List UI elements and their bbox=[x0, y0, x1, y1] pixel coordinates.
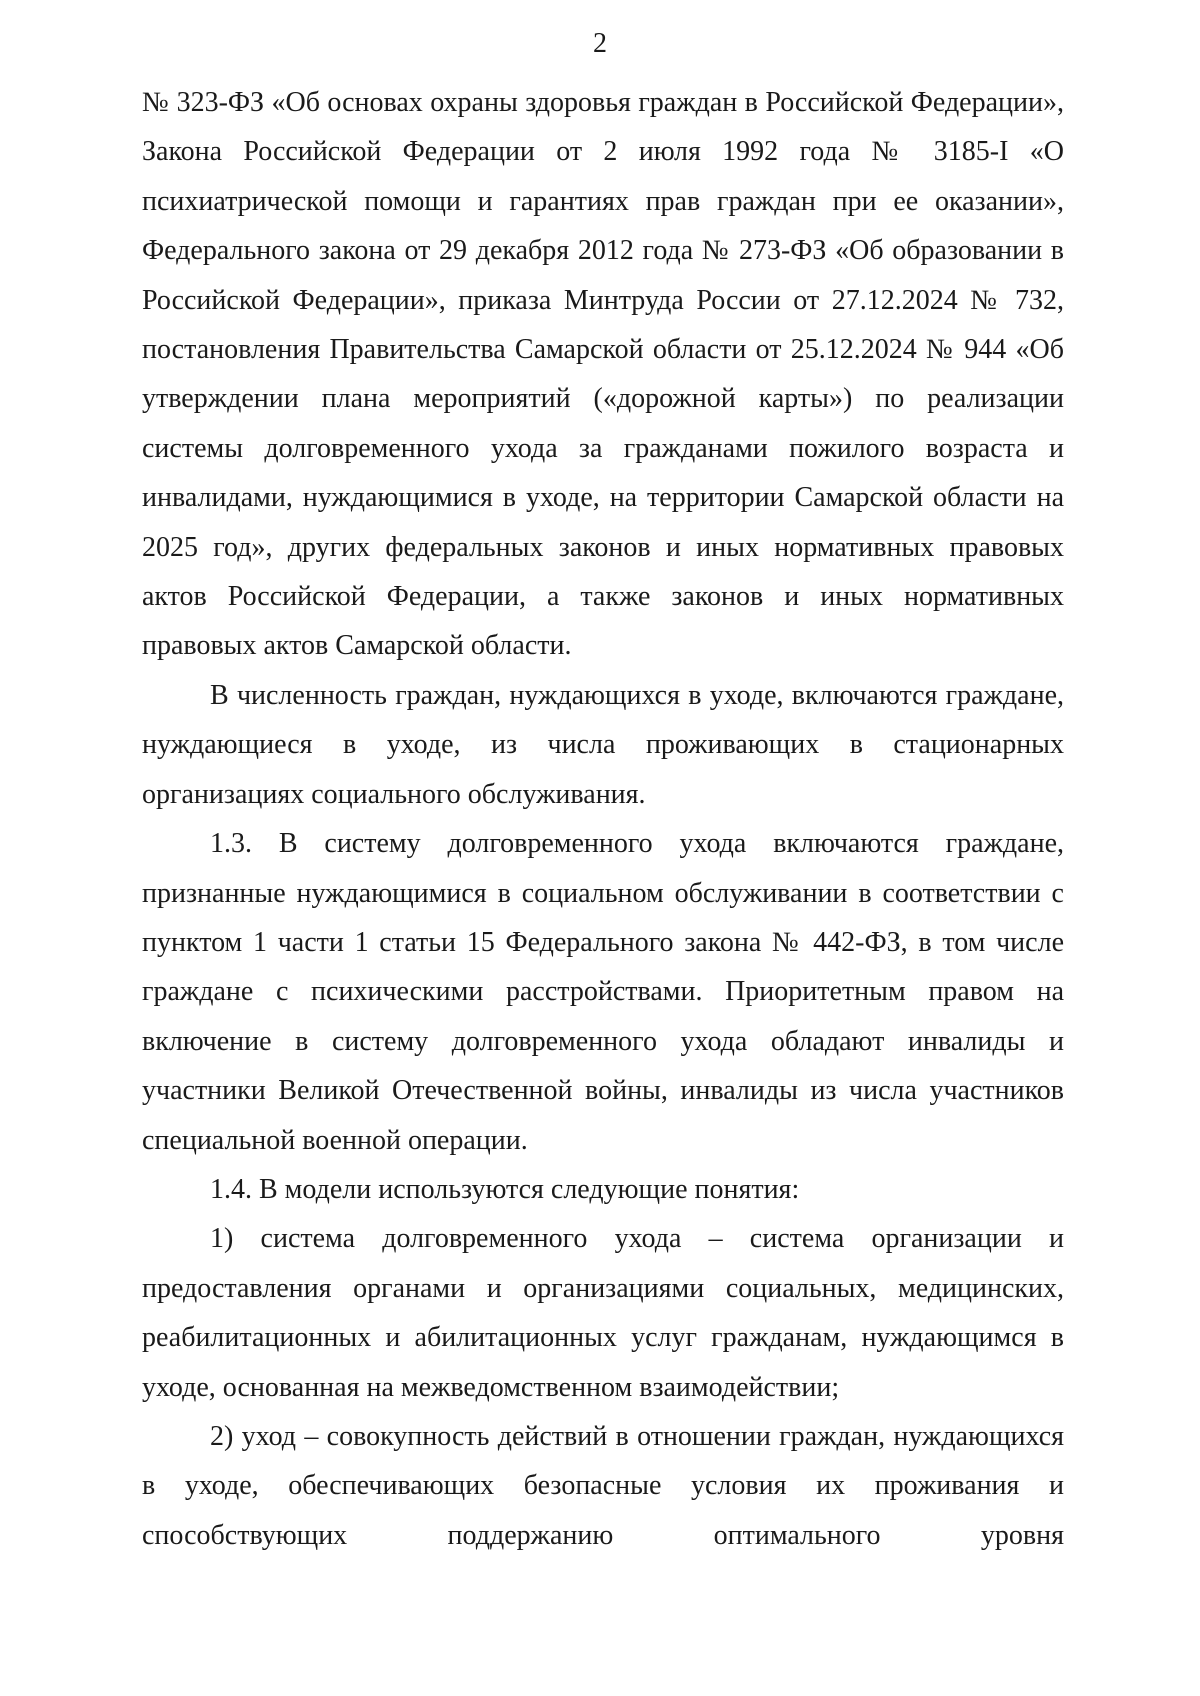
definition-1-ltc-system: 1) система долговременного ухода – система организации и предоставления органами и организациями социальных, медицинских, реабилитационных и абилитационных услуг гражданам, нуждающимся в уходе, основанная на межведомственном взаимодействии; bbox=[142, 1223, 1064, 1403]
paragraph-1-3: 1.3. В систему долговременного ухода включаются граждане, признанные нуждающимися в социальном обслуживании в соответствии с пунктом 1 части 1 статьи 15 Федерального закона № 442-ФЗ, в том числе граждане с психическими расстройствами. Приоритетным правом на включение в систему долговременного ухода обладают инвалиды и участники Великой Отечественной войны, инвалиды из числа участников специальной военной операции. bbox=[142, 828, 1064, 1156]
definition-2-care: 2) уход – совокупность действий в отношении граждан, нуждающихся в уходе, обеспечивающих безопасные условия их проживания и способствующих поддержанию оптимального уровня bbox=[142, 1420, 1064, 1551]
paragraph-care-count: В численность граждан, нуждающихся в уходе, включаются граждане, нуждающиеся в уходе, из числа проживающих в стационарных организациях социального обслуживания. bbox=[142, 679, 1064, 810]
paragraph-1-4: 1.4. В модели используются следующие понятия: bbox=[210, 1173, 800, 1205]
paragraph-legal-basis: № 323-ФЗ «Об основах охраны здоровья граждан в Российской Федерации», Закона Российской Федерации от 2 июля 1992 года № 3185-I «О психиатрической помощи и гарантиях прав граждан при ее оказании», Федерального закона от 29 декабря 2012 года № 273-ФЗ «Об образовании в Российской Федерации», приказа Минтруда России от 27.12.2024 № 732, постановления Правительства Самарской области от 25.12.2024 № 944 «Об утверждении плана мероприятий («дорожной карты») по реализации системы долговременного ухода за гражданами пожилого возраста и инвалидами, нуждающимися в уходе, на территории Самарской области на 2025 год», других федеральных законов и иных нормативных правовых актов Российской Федерации, а также законов и иных нормативных правовых актов Самарской области. bbox=[142, 87, 1064, 662]
document-body bbox=[142, 78, 1064, 1560]
page-number: 2 bbox=[593, 28, 607, 59]
